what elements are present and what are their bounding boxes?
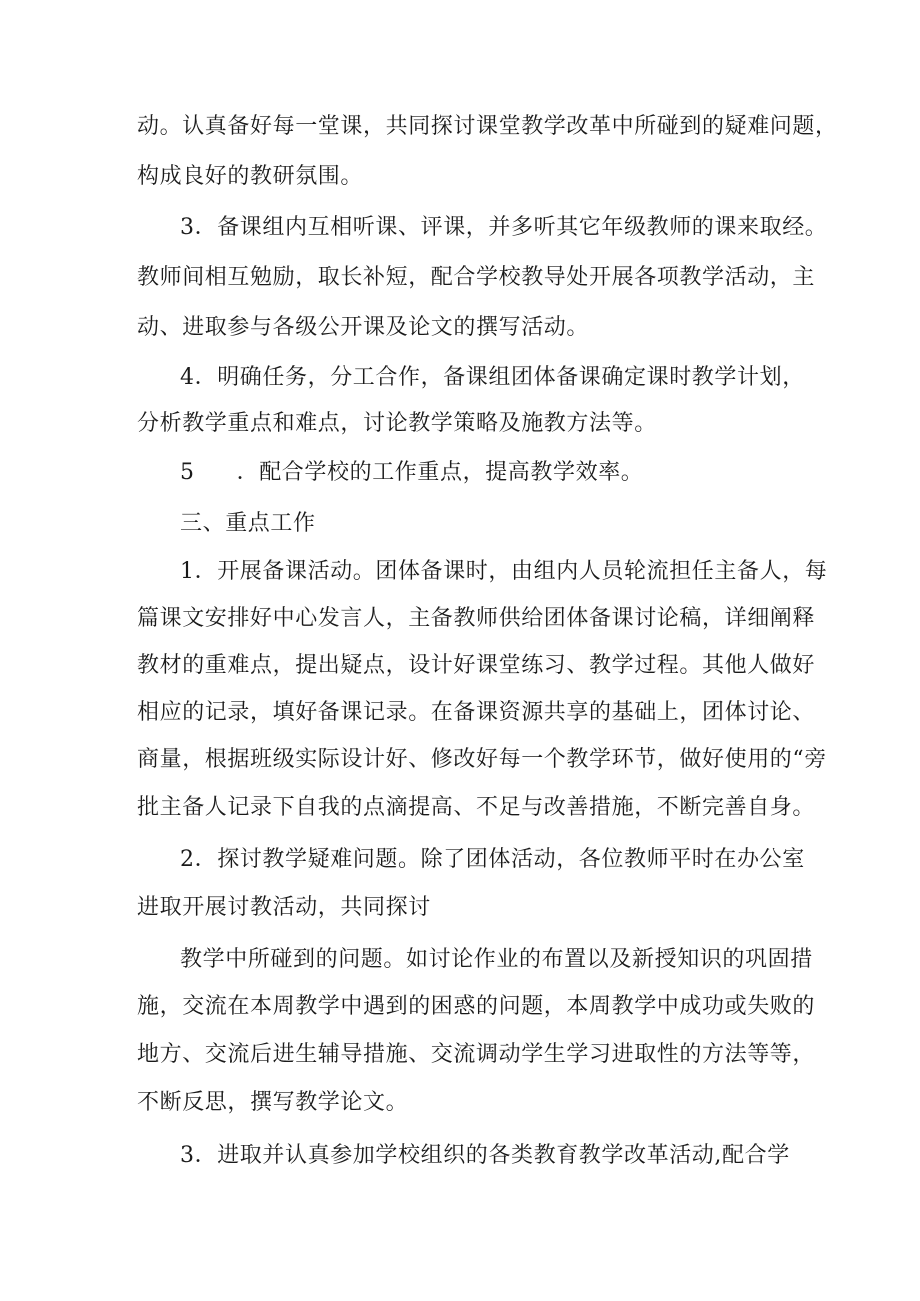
list-item-5 — [180, 458, 920, 488]
list-item-4: 4．明确任务，分工合作，备课组团体备课确定课时教学计划， — [180, 365, 805, 390]
paragraph-line: 分析教学重点和难点，讨论教学策略及施教方法等。 — [137, 411, 657, 436]
paragraph-line: 不断反思，撰写教学论文。 — [137, 1090, 409, 1115]
paragraph-line: 动。认真备好每一堂课，共同探讨课堂教学改革中所碰到的疑难问题， — [137, 114, 838, 139]
paragraph-line: 构成良好的教研氛围。 — [137, 164, 364, 189]
paragraph-line: 地方、交流后进生辅导措施、交流调动学生学习进取性的方法等等， — [137, 1042, 816, 1067]
list-item-2: 2．探讨教学疑难问题。除了团体活动，各位教师平时在办公室 — [180, 847, 805, 872]
item-text: ．配合学校的工作重点，提高教学效率。 — [236, 460, 644, 485]
list-item-3: 3．进取并认真参加学校组织的各类教育教学改革活动,配合学 — [180, 1143, 790, 1168]
paragraph-line: 教材的重难点，提出疑点，设计好课堂练习、教学过程。其他人做好 — [137, 653, 816, 678]
paragraph-line: 篇课文安排好中心发言人，主备教师供给团体备课讨论稿，详细阐释 — [137, 606, 816, 631]
paragraph-line: 进取开展讨教活动，共同探讨 — [137, 895, 431, 920]
list-item-3: 3．备课组内互相听课、评课，并多听其它年级教师的课来取经。 — [180, 215, 828, 240]
paragraph-line: 教学中所碰到的问题。如讨论作业的布置以及新授知识的巩固措 — [180, 947, 813, 972]
paragraph-line: 商量，根据班级实际设计好、修改好每一个教学环节，做好使用的“旁 — [137, 747, 827, 772]
paragraph-line: 施，交流在本周教学中遇到的困惑的问题，本周教学中成功或失败的 — [137, 994, 816, 1019]
paragraph-line: 教师间相互勉励，取长补短，配合学校教导处开展各项教学活动，主 — [137, 265, 816, 290]
paragraph-line: 动、进取参与各级公开课及论文的撰写活动。 — [137, 315, 590, 340]
paragraph-line: 相应的记录，填好备课记录。在备课资源共享的基础上，团体讨论、 — [137, 700, 816, 725]
item-number: 5 — [180, 460, 195, 485]
section-heading: 三、重点工作 — [180, 511, 316, 536]
paragraph-line: 批主备人记录下自我的点滴提高、不足与改善措施，不断完善自身。 — [137, 795, 816, 820]
list-item-1: 1．开展备课活动。团体备课时，由组内人员轮流担任主备人，每 — [180, 559, 828, 584]
